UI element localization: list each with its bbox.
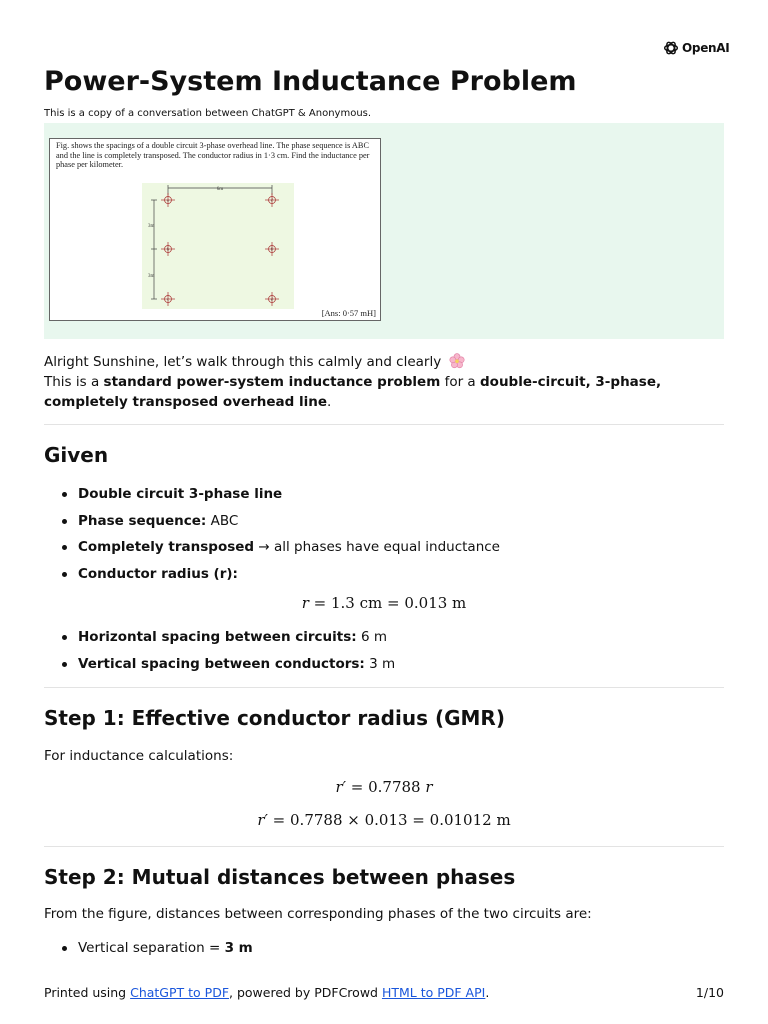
list-item: Vertical separation = 3 m xyxy=(60,939,253,957)
list-item: Double circuit 3-phase line xyxy=(60,485,500,503)
page-title: Power-System Inductance Problem xyxy=(44,66,577,97)
dim-label-3m-lower: 3m xyxy=(148,274,155,279)
given-list xyxy=(60,485,500,583)
step2-heading: Step 2: Mutual distances between phases xyxy=(44,865,516,889)
equation-gmr-formula: r′ = 0.7788 r xyxy=(335,778,433,796)
given-heading: Given xyxy=(44,443,109,467)
section-divider xyxy=(44,846,724,847)
footer-text: , powered by PDFCrowd xyxy=(229,985,382,1000)
page-footer xyxy=(44,985,724,1000)
page-number: 1/10 xyxy=(695,985,724,1000)
section-divider xyxy=(44,424,724,425)
list-item: Conductor radius (r): xyxy=(60,565,500,583)
assistant-intro xyxy=(44,352,724,412)
chatgpt-to-pdf-link[interactable]: ChatGPT to PDF xyxy=(130,985,230,1000)
intro-line-2 xyxy=(44,372,724,412)
step1-heading: Step 1: Effective conductor radius (GMR) xyxy=(44,706,505,730)
user-image-panel xyxy=(44,123,724,339)
list-item: Completely transposed → all phases have equal inductance xyxy=(60,538,500,556)
list-item: Horizontal spacing between circuits: 6 m xyxy=(60,628,395,646)
intro-bold: double-circuit, 3-phase, completely transposed overhead line xyxy=(44,374,662,410)
equation-gmr-value: r′ = 0.7788 × 0.013 = 0.01012 m xyxy=(257,811,511,829)
openai-knot-icon xyxy=(663,40,679,56)
conductor-label: a xyxy=(167,198,169,203)
intro-text: This is a xyxy=(44,374,104,390)
footer-text: Printed using xyxy=(44,985,131,1000)
list-item: Vertical spacing between conductors: 3 m xyxy=(60,655,395,673)
intro-text: . xyxy=(327,394,332,410)
page-subtitle: This is a copy of a conversation between ChatGPT & Anonymous. xyxy=(44,108,372,119)
intro-line-1 xyxy=(44,352,724,372)
step2-list xyxy=(60,939,253,957)
conductor-spacing-diagram xyxy=(142,183,294,309)
conductor-label: b' xyxy=(270,247,274,252)
step2-paragraph: From the figure, distances between corresponding phases of the two circuits are: xyxy=(44,906,592,922)
list-item: Phase sequence: ABC xyxy=(60,512,500,530)
conductor-label: c' xyxy=(270,198,274,203)
html-to-pdf-api-link[interactable]: HTML to PDF API xyxy=(381,985,486,1000)
conductor-label: b xyxy=(167,247,169,252)
conductor-label: a' xyxy=(270,297,274,302)
section-divider xyxy=(44,687,724,688)
dim-label-6m: 6m xyxy=(216,187,224,192)
footer-text: . xyxy=(485,985,490,1000)
problem-figure[interactable] xyxy=(49,138,381,321)
intro-greeting: Alright Sunshine, let’s walk through this calmly and clearly xyxy=(44,354,442,370)
logo-text: OpenAI xyxy=(682,41,730,55)
cherry-blossom-icon xyxy=(449,353,465,369)
dim-label-3m-upper: 3m xyxy=(148,224,155,229)
openai-logo xyxy=(663,40,729,56)
given-list-spacing xyxy=(60,628,395,673)
conductor-label: c xyxy=(167,297,169,302)
answer-label: [Ans: 0·57 mH] xyxy=(321,308,376,318)
equation-radius: r = 1.3 cm = 0.013 m xyxy=(301,594,467,612)
intro-text: for a xyxy=(440,374,480,390)
step1-paragraph: For inductance calculations: xyxy=(44,748,234,764)
intro-bold: standard power-system inductance problem xyxy=(103,374,441,390)
problem-statement: Fig. shows the spacings of a double circuit 3-phase overhead line. The phase sequence is ABC and the line is completely transposed. The conductor radius in 1·3 cm. Find the inductance per phase per kilometer. xyxy=(56,141,370,170)
